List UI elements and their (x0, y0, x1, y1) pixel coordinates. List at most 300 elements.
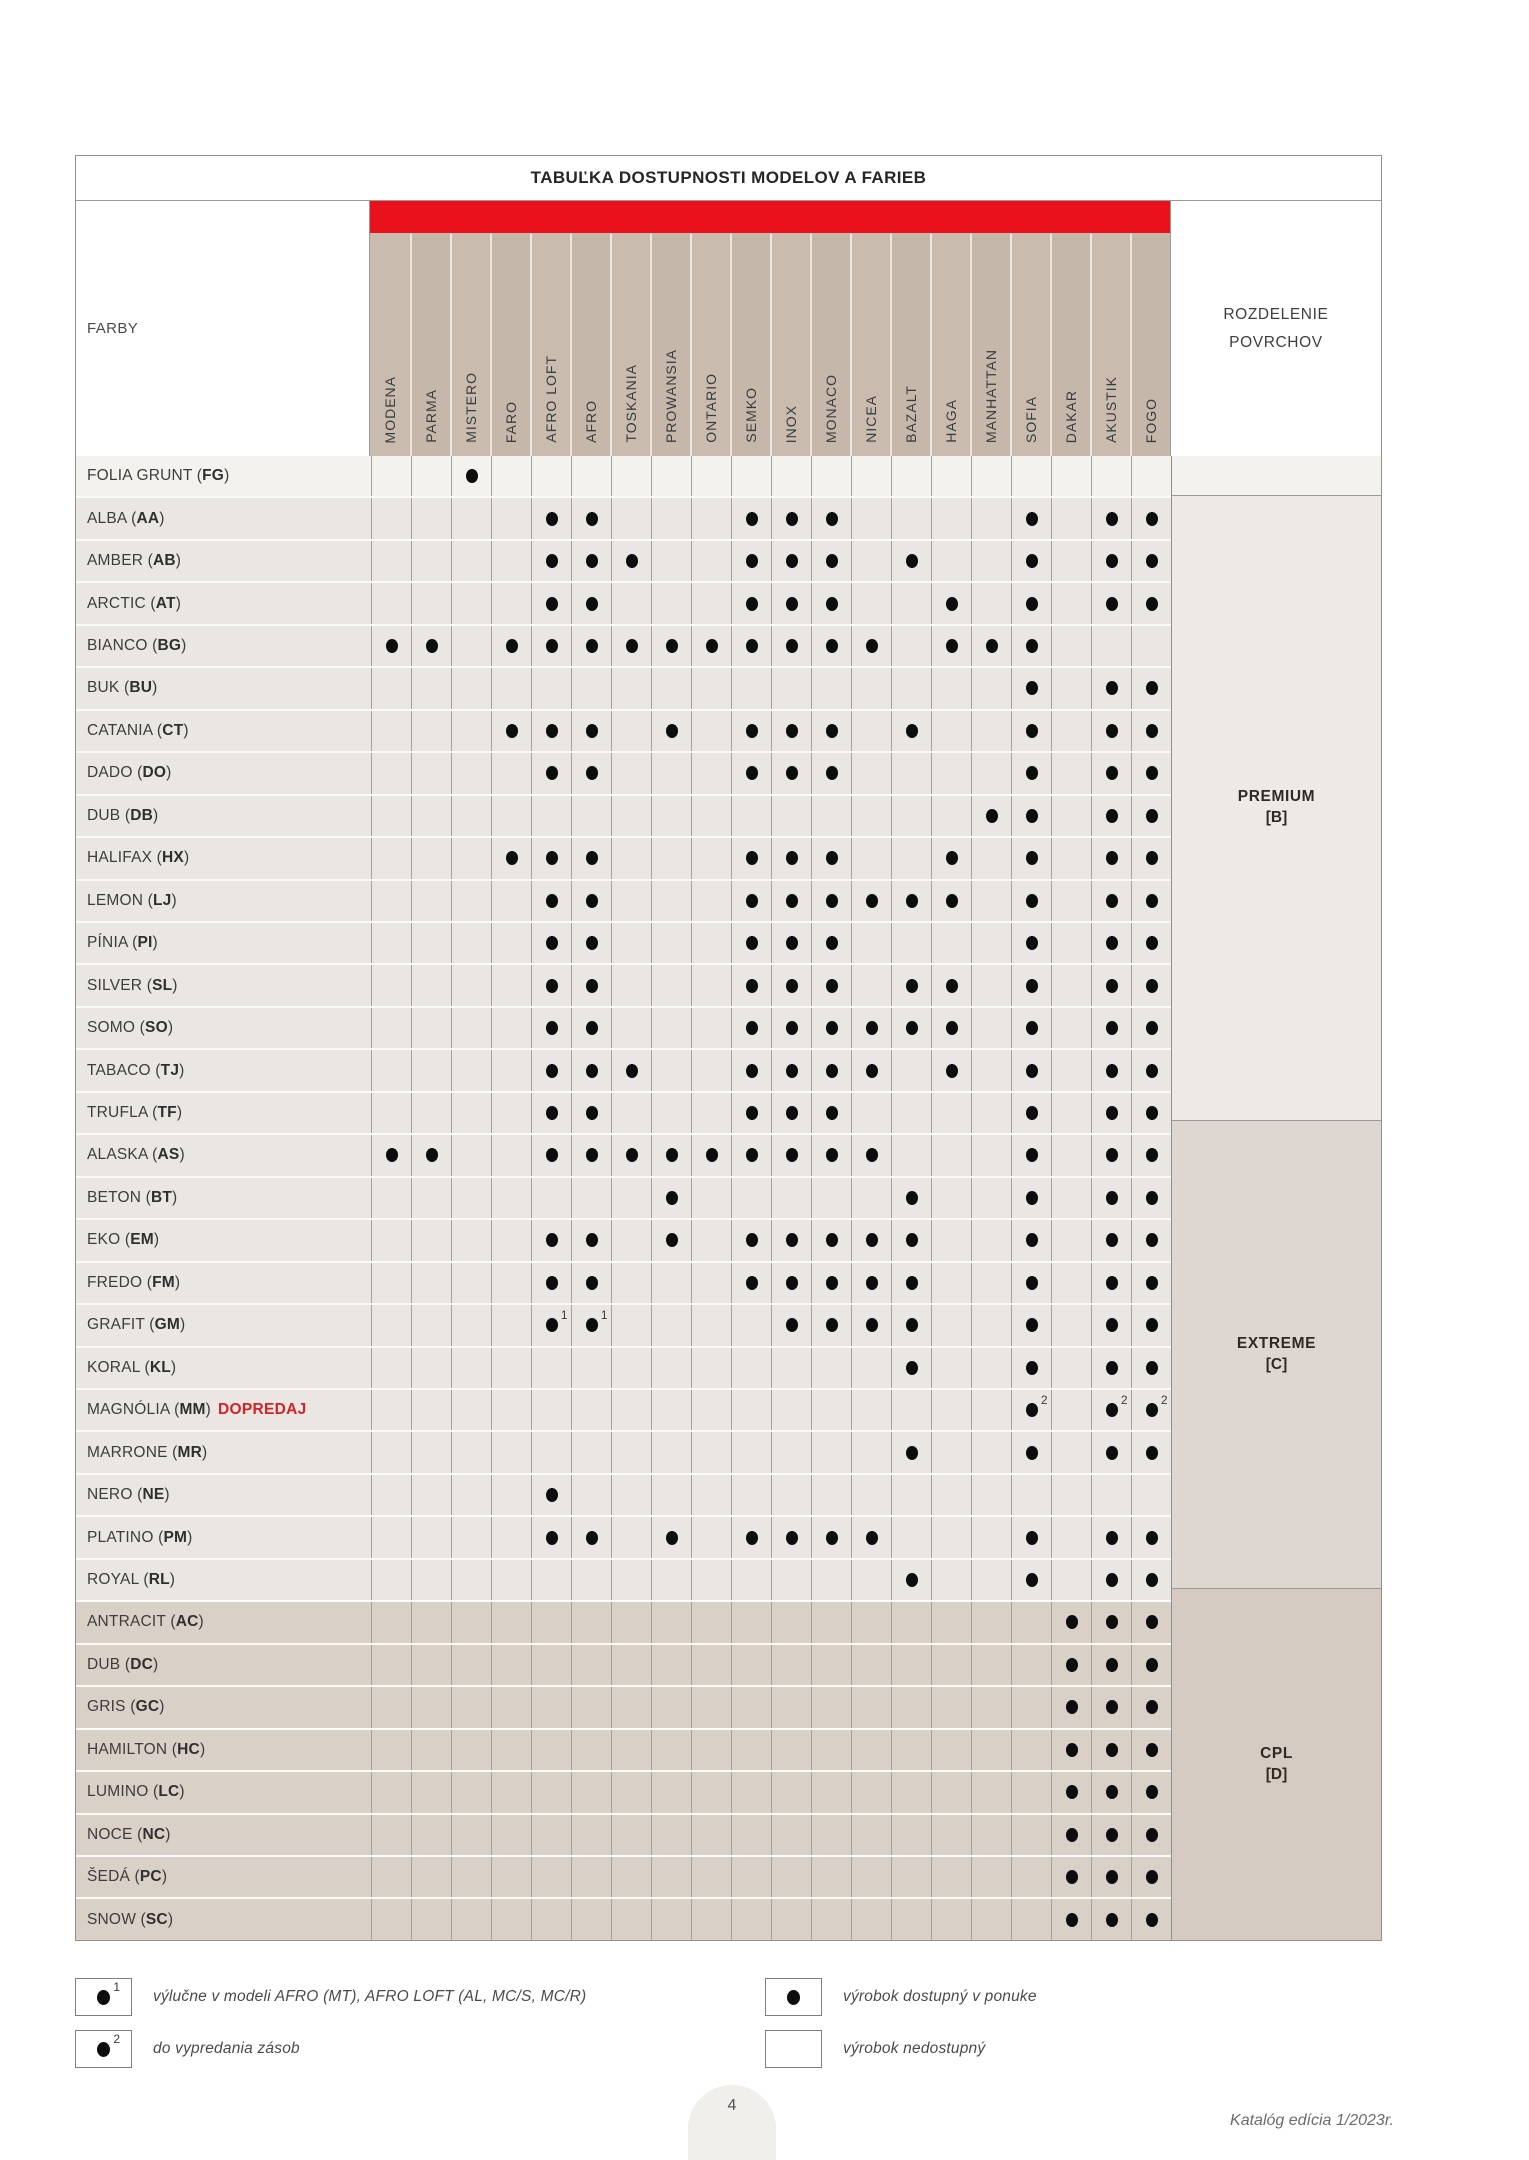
availability-cell (771, 965, 811, 1005)
availability-cell (1011, 923, 1051, 963)
availability-dot (1026, 1531, 1038, 1545)
availability-cell (971, 1220, 1011, 1260)
availability-cell (691, 1263, 731, 1303)
dot-icon (765, 1978, 822, 2016)
availability-cell (851, 1815, 891, 1855)
availability-dot (746, 639, 758, 653)
availability-cell (811, 1390, 851, 1430)
availability-cell (451, 456, 491, 496)
availability-cell (731, 1263, 771, 1303)
availability-dot (1106, 1615, 1118, 1629)
availability-cell (1011, 1305, 1051, 1345)
availability-cell (771, 1348, 811, 1388)
availability-dot (1146, 1828, 1158, 1842)
row-label: GRIS ( GC ) (76, 1687, 371, 1727)
availability-cell (811, 881, 851, 921)
table-row (76, 1218, 1171, 1260)
availability-cell (691, 1730, 731, 1770)
availability-cell (411, 1815, 451, 1855)
availability-cell (1091, 1050, 1131, 1090)
surface-group-premium (1172, 495, 1381, 1120)
availability-cell (611, 881, 651, 921)
availability-dot (1106, 597, 1118, 611)
availability-cell (1131, 626, 1171, 666)
availability-dot (1106, 1361, 1118, 1375)
availability-cell (611, 1730, 651, 1770)
availability-cell (891, 965, 931, 1005)
table-row (76, 1430, 1171, 1472)
row-label: KORAL ( KL ) (76, 1348, 371, 1388)
availability-cell (451, 1220, 491, 1260)
availability-cell (811, 838, 851, 878)
availability-cell (891, 456, 931, 496)
availability-cell (731, 923, 771, 963)
availability-grid (76, 456, 1381, 1940)
availability-dot (786, 1064, 798, 1078)
availability-cell (571, 753, 611, 793)
availability-dot (826, 1148, 838, 1162)
availability-dot (626, 1064, 638, 1078)
availability-dot (1146, 1913, 1158, 1927)
availability-dot (1146, 1361, 1158, 1375)
availability-cell (1051, 1348, 1091, 1388)
availability-cell (1011, 668, 1051, 708)
availability-cell (1131, 1560, 1171, 1600)
availability-dot (386, 1148, 398, 1162)
row-label: TRUFLA ( TF ) (76, 1093, 371, 1133)
availability-cell (571, 881, 611, 921)
availability-cell (891, 1645, 931, 1685)
availability-dot (1106, 1276, 1118, 1290)
legend-item-available (765, 1978, 1037, 2016)
availability-cell (891, 1263, 931, 1303)
availability-dot (1026, 851, 1038, 865)
availability-cell (451, 1305, 491, 1345)
availability-dot (826, 1318, 838, 1332)
availability-cell (731, 1178, 771, 1218)
availability-cell (971, 1093, 1011, 1133)
availability-cell (611, 1220, 651, 1260)
availability-cell (1051, 1220, 1091, 1260)
availability-cell (851, 456, 891, 496)
availability-cell (611, 1432, 651, 1472)
availability-cell (971, 796, 1011, 836)
availability-dot (906, 1233, 918, 1247)
availability-cell (811, 1687, 851, 1727)
availability-cell (1051, 1093, 1091, 1133)
availability-cell (1011, 711, 1051, 751)
availability-cell (811, 541, 851, 581)
availability-dot (1106, 1870, 1118, 1884)
availability-cell (451, 1348, 491, 1388)
model-column-faro: FARO (490, 233, 530, 456)
availability-cell (851, 1857, 891, 1897)
availability-cell (1131, 1178, 1171, 1218)
availability-cell (531, 753, 571, 793)
availability-cell (851, 796, 891, 836)
availability-dot (586, 597, 598, 611)
availability-dot (906, 724, 918, 738)
availability-cell (451, 1517, 491, 1557)
availability-cell (731, 1857, 771, 1897)
availability-cell (571, 1135, 611, 1175)
availability-cell (1051, 626, 1091, 666)
availability-cell (491, 1093, 531, 1133)
availability-dot (746, 597, 758, 611)
table-row (76, 1515, 1171, 1557)
availability-cell (611, 498, 651, 538)
availability-cell (971, 1348, 1011, 1388)
availability-dot (1066, 1913, 1078, 1927)
availability-cell (891, 1178, 931, 1218)
availability-cell (891, 1560, 931, 1600)
surface-group-label: CPL (1260, 1745, 1293, 1763)
availability-dot (826, 554, 838, 568)
availability-cell (771, 626, 811, 666)
availability-cell (891, 1475, 931, 1515)
availability-cell (651, 1093, 691, 1133)
availability-cell (371, 965, 411, 1005)
availability-dot (1026, 1361, 1038, 1375)
dot-superscript: 2 (1120, 1393, 1128, 1408)
availability-cell (811, 1305, 851, 1345)
availability-cell (971, 1730, 1011, 1770)
availability-cell (411, 796, 451, 836)
model-columns-header (370, 201, 1170, 456)
availability-dot (1146, 809, 1158, 823)
availability-dot (586, 512, 598, 526)
availability-cell (1131, 1815, 1171, 1855)
availability-dot (586, 1106, 598, 1120)
availability-dot (906, 554, 918, 568)
availability-cell (611, 1390, 651, 1430)
availability-cell (571, 1050, 611, 1090)
availability-cell (451, 1390, 491, 1430)
availability-cell (1011, 753, 1051, 793)
availability-cell (891, 583, 931, 623)
availability-cell (651, 541, 691, 581)
availability-cell (691, 1305, 731, 1345)
availability-dot (866, 1233, 878, 1247)
availability-cell (691, 1432, 731, 1472)
row-label: ŠEDÁ ( PC ) (76, 1857, 371, 1897)
row-label: SOMO ( SO ) (76, 1008, 371, 1048)
availability-dot (866, 1276, 878, 1290)
availability-cell (531, 1645, 571, 1685)
availability-cell (891, 796, 931, 836)
availability-cell (371, 1730, 411, 1770)
availability-cell (491, 1050, 531, 1090)
availability-cell (811, 1899, 851, 1939)
availability-cell (731, 1815, 771, 1855)
availability-cell (771, 1220, 811, 1260)
availability-cell (1091, 838, 1131, 878)
availability-cell (491, 1602, 531, 1642)
availability-dot (1106, 809, 1118, 823)
availability-cell (971, 1602, 1011, 1642)
availability-cell (811, 923, 851, 963)
availability-cell (371, 1815, 411, 1855)
availability-dot (1106, 1064, 1118, 1078)
model-column-bazalt: BAZALT (890, 233, 930, 456)
availability-cell (731, 1093, 771, 1133)
availability-cell (971, 1135, 1011, 1175)
availability-cell (411, 541, 451, 581)
farby-label: FARBY (87, 320, 139, 337)
model-name-cells (370, 233, 1170, 456)
availability-dot (786, 724, 798, 738)
model-column-haga: HAGA (930, 233, 970, 456)
availability-cell (1091, 1899, 1131, 1939)
availability-dot (1026, 1573, 1038, 1587)
availability-cell (531, 1730, 571, 1770)
availability-cell (411, 965, 451, 1005)
model-column-dakar: DAKAR (1050, 233, 1090, 456)
availability-cell (971, 1645, 1011, 1685)
availability-cell (1011, 1008, 1051, 1048)
availability-cell (1091, 541, 1131, 581)
availability-dot (706, 639, 718, 653)
availability-cell (531, 1050, 571, 1090)
availability-cell (531, 1602, 571, 1642)
availability-cell (1091, 1135, 1131, 1175)
availability-dot (1026, 681, 1038, 695)
availability-cell (411, 1135, 451, 1175)
row-label: BUK ( BU ) (76, 668, 371, 708)
availability-dot (826, 724, 838, 738)
availability-cell (451, 881, 491, 921)
availability-dot (1026, 597, 1038, 611)
availability-cell (531, 1687, 571, 1727)
availability-cell (651, 583, 691, 623)
availability-cell (1131, 923, 1171, 963)
availability-cell (1051, 1008, 1091, 1048)
availability-dot (906, 1361, 918, 1375)
availability-cell (811, 965, 851, 1005)
availability-dot (1146, 554, 1158, 568)
availability-cell (851, 1772, 891, 1812)
availability-cell (611, 1645, 651, 1685)
availability-cell (491, 1432, 531, 1472)
availability-cell (931, 1348, 971, 1388)
table-row (76, 666, 1171, 708)
row-label: TABACO ( TJ ) (76, 1050, 371, 1090)
availability-cell (411, 1517, 451, 1557)
availability-dot (746, 851, 758, 865)
availability-dot (746, 1148, 758, 1162)
availability-cell (651, 1645, 691, 1685)
availability-cell (931, 456, 971, 496)
availability-cell (1011, 498, 1051, 538)
availability-table (75, 155, 1382, 1941)
availability-cell (1131, 1645, 1171, 1685)
availability-cell (851, 1263, 891, 1303)
availability-cell (931, 796, 971, 836)
availability-cell (531, 796, 571, 836)
row-label: FREDO ( FM ) (76, 1263, 371, 1303)
availability-dot (1146, 766, 1158, 780)
availability-cell (1011, 1899, 1051, 1939)
availability-dot (666, 1531, 678, 1545)
availability-cell (771, 1135, 811, 1175)
availability-cell (371, 1517, 411, 1557)
availability-dot (586, 639, 598, 653)
availability-cell (571, 1815, 611, 1855)
availability-dot (1026, 1393, 1048, 1417)
availability-dot (1066, 1615, 1078, 1629)
table-row (76, 456, 1171, 496)
availability-dot (1146, 1785, 1158, 1799)
availability-dot (546, 894, 558, 908)
availability-cell (811, 711, 851, 751)
availability-cell (611, 1857, 651, 1897)
availability-cell (531, 881, 571, 921)
table-row (76, 1261, 1171, 1303)
availability-cell (971, 1475, 1011, 1515)
availability-cell (571, 1857, 611, 1897)
availability-dot (706, 1148, 718, 1162)
availability-cell (411, 1602, 451, 1642)
availability-cell (971, 1305, 1011, 1345)
row-label: GRAFIT ( GM ) (76, 1305, 371, 1345)
availability-cell (691, 541, 731, 581)
availability-dot (746, 1276, 758, 1290)
availability-cell (1131, 965, 1171, 1005)
availability-cell (651, 626, 691, 666)
availability-dot (506, 724, 518, 738)
availability-dot (746, 554, 758, 568)
availability-cell (371, 711, 411, 751)
availability-cell (531, 1475, 571, 1515)
availability-dot (906, 1573, 918, 1587)
availability-dot (1026, 766, 1038, 780)
availability-cell (731, 881, 771, 921)
availability-cell (931, 1432, 971, 1472)
availability-dot (1146, 1191, 1158, 1205)
availability-cell (931, 965, 971, 1005)
row-label: HALIFAX ( HX ) (76, 838, 371, 878)
availability-dot (1026, 1276, 1038, 1290)
availability-cell (851, 1135, 891, 1175)
availability-dot (866, 1318, 878, 1332)
availability-cell (1051, 753, 1091, 793)
availability-cell (811, 1517, 851, 1557)
surface-group-label: PREMIUM (1237, 788, 1316, 806)
availability-cell (851, 1050, 891, 1090)
availability-cell (451, 1263, 491, 1303)
availability-cell (1051, 1730, 1091, 1770)
availability-cell (371, 1560, 411, 1600)
availability-cell (971, 965, 1011, 1005)
availability-dot (1106, 1393, 1128, 1417)
availability-cell (771, 1815, 811, 1855)
model-column-nicea: NICEA (850, 233, 890, 456)
availability-cell (771, 923, 811, 963)
availability-cell (651, 796, 691, 836)
availability-cell (931, 1178, 971, 1218)
availability-dot (586, 979, 598, 993)
legend-item-unavailable (765, 2030, 985, 2068)
availability-cell (811, 1560, 851, 1600)
availability-dot (1146, 1700, 1158, 1714)
availability-dot (826, 936, 838, 950)
availability-dot (1146, 979, 1158, 993)
availability-cell (771, 1602, 811, 1642)
availability-dot (1026, 1318, 1038, 1332)
availability-cell (931, 1899, 971, 1939)
row-label: LUMINO ( LC ) (76, 1772, 371, 1812)
availability-dot (546, 724, 558, 738)
surface-group-code: [D] (1265, 1766, 1288, 1784)
availability-cell (571, 1093, 611, 1133)
availability-dot (586, 851, 598, 865)
availability-cell (411, 923, 451, 963)
availability-dot (946, 1064, 958, 1078)
availability-cell (851, 1093, 891, 1133)
availability-cell (651, 1730, 691, 1770)
model-column-parma: PARMA (410, 233, 450, 456)
availability-cell (971, 1687, 1011, 1727)
availability-cell (611, 1178, 651, 1218)
availability-cell (1131, 1857, 1171, 1897)
availability-cell (411, 1390, 451, 1430)
availability-cell (771, 1093, 811, 1133)
availability-cell (611, 711, 651, 751)
availability-cell (811, 1772, 851, 1812)
availability-cell (731, 1772, 771, 1812)
availability-cell (811, 1432, 851, 1472)
availability-dot (586, 936, 598, 950)
surface-group-extreme (1172, 1120, 1381, 1589)
availability-cell (651, 1348, 691, 1388)
availability-cell (491, 456, 531, 496)
row-label: NERO ( NE ) (76, 1475, 371, 1515)
availability-dot (746, 936, 758, 950)
availability-cell (1091, 1093, 1131, 1133)
availability-cell (1051, 1390, 1091, 1430)
availability-cell (571, 1475, 611, 1515)
model-column-fogo: FOGO (1130, 233, 1170, 456)
availability-cell (1051, 1305, 1091, 1345)
availability-cell (491, 1348, 531, 1388)
availability-dot (1026, 1446, 1038, 1460)
availability-cell (491, 753, 531, 793)
availability-cell (1051, 711, 1091, 751)
availability-cell (771, 1050, 811, 1090)
availability-dot (786, 1233, 798, 1247)
availability-cell (1131, 456, 1171, 496)
table-title-row (76, 156, 1381, 201)
availability-cell (491, 1305, 531, 1345)
availability-cell (811, 626, 851, 666)
availability-cell (1131, 1517, 1171, 1557)
availability-cell (491, 1772, 531, 1812)
model-column-monaco: MONACO (810, 233, 850, 456)
availability-cell (611, 668, 651, 708)
availability-dot (1146, 936, 1158, 950)
availability-cell (1011, 1730, 1051, 1770)
availability-cell (851, 583, 891, 623)
availability-cell (571, 1687, 611, 1727)
dot-superscript-2-icon: 2 (75, 2030, 132, 2068)
availability-cell (491, 1645, 531, 1685)
availability-cell (1131, 1008, 1171, 1048)
availability-dot (1026, 512, 1038, 526)
availability-cell (571, 1432, 611, 1472)
availability-cell (691, 1390, 731, 1430)
availability-cell (371, 1899, 411, 1939)
row-label: NOCE ( NC ) (76, 1815, 371, 1855)
